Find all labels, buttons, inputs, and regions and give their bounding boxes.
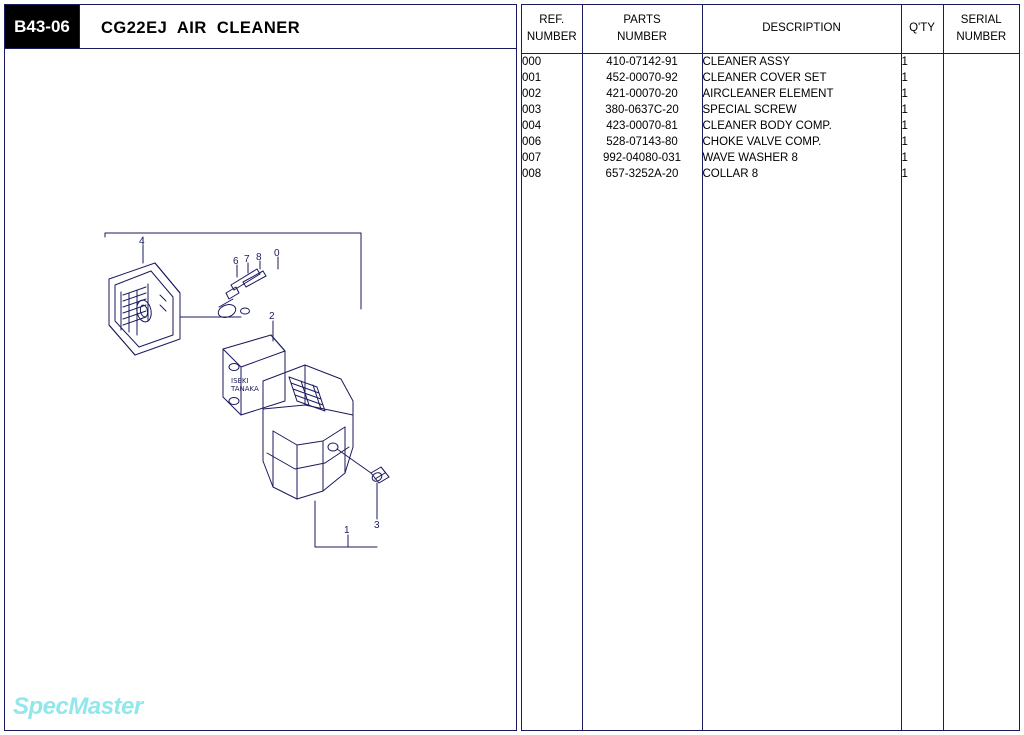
callout-6: 6 <box>233 256 239 267</box>
cell-serial-number <box>943 102 1019 118</box>
header-ref-line2: NUMBER <box>526 31 577 43</box>
cell-description: SPECIAL SCREW <box>702 102 901 118</box>
callout-4: 4 <box>139 236 145 247</box>
cell-ref-number: 001 <box>522 70 582 86</box>
header-ref <box>522 5 582 54</box>
cell-quantity: 1 <box>901 166 943 182</box>
header-serial-line2: NUMBER <box>956 31 1007 43</box>
header-part-line1: PARTS <box>623 13 661 26</box>
cell-ref-number: 008 <box>522 166 582 182</box>
table-row[interactable] <box>522 118 1019 134</box>
table-row[interactable] <box>522 54 1019 71</box>
cell-quantity: 1 <box>901 102 943 118</box>
cell-serial-number <box>943 54 1019 71</box>
cell-parts-number: 528-07143-80 <box>582 134 702 150</box>
table-row[interactable] <box>522 134 1019 150</box>
header-qty-line1: Q'TY <box>909 22 935 35</box>
cell-serial-number <box>943 118 1019 134</box>
cell-ref-number: 000 <box>522 54 582 71</box>
cell-serial-number <box>943 134 1019 150</box>
callout-2: 2 <box>269 311 275 322</box>
header-description-line1: DESCRIPTION <box>762 22 841 35</box>
callout-0: 0 <box>274 248 280 259</box>
cell-ref-number: 006 <box>522 134 582 150</box>
cell-ref-number: 007 <box>522 150 582 166</box>
exploded-diagram <box>5 49 516 730</box>
page-code-badge: B43-06 <box>5 5 79 48</box>
cell-description: CLEANER COVER SET <box>702 70 901 86</box>
watermark <box>13 693 143 721</box>
diagram-panel <box>4 4 517 731</box>
header-part <box>582 5 702 54</box>
watermark-text: SpecMaster <box>13 693 143 720</box>
parts-table <box>522 5 1019 182</box>
cell-ref-number: 002 <box>522 86 582 102</box>
cell-quantity: 1 <box>901 70 943 86</box>
table-row[interactable] <box>522 150 1019 166</box>
table-row[interactable] <box>522 166 1019 182</box>
parts-table-panel <box>521 4 1020 731</box>
cell-description: AIRCLEANER ELEMENT <box>702 86 901 102</box>
cell-serial-number <box>943 150 1019 166</box>
cell-quantity: 1 <box>901 86 943 102</box>
header-serial <box>943 5 1019 54</box>
cell-description: CLEANER BODY COMP. <box>702 118 901 134</box>
cell-parts-number: 992-04080-031 <box>582 150 702 166</box>
cell-description: COLLAR 8 <box>702 166 901 182</box>
cell-parts-number: 657-3252A-20 <box>582 166 702 182</box>
parts-table-body <box>522 54 1019 183</box>
callout-7: 7 <box>244 254 250 265</box>
header-part-line2: NUMBER <box>617 31 667 43</box>
cell-quantity: 1 <box>901 150 943 166</box>
cell-quantity: 1 <box>901 54 943 71</box>
callout-3: 3 <box>374 520 380 531</box>
cell-parts-number: 380-0637C-20 <box>582 102 702 118</box>
cell-serial-number <box>943 86 1019 102</box>
header-qty <box>901 5 943 54</box>
svg-text:ISEKI: ISEKI <box>231 377 249 385</box>
callout-8: 8 <box>256 252 262 263</box>
cell-parts-number: 452-00070-92 <box>582 70 702 86</box>
diagram-svg <box>5 49 516 730</box>
header-serial-line1: SERIAL <box>960 13 1002 26</box>
cell-parts-number: 423-00070-81 <box>582 118 702 134</box>
header-description <box>702 5 901 54</box>
cell-serial-number <box>943 70 1019 86</box>
cell-quantity: 1 <box>901 134 943 150</box>
cell-ref-number: 003 <box>522 102 582 118</box>
header-divider <box>79 5 80 48</box>
svg-text:TANAKA: TANAKA <box>231 385 259 393</box>
callout-1: 1 <box>344 525 350 536</box>
cell-parts-number: 410-07142-91 <box>582 54 702 71</box>
cell-ref-number: 004 <box>522 118 582 134</box>
table-row[interactable] <box>522 86 1019 102</box>
parts-table-header <box>522 5 1019 54</box>
diagram-header <box>5 5 516 49</box>
cell-parts-number: 421-00070-20 <box>582 86 702 102</box>
header-ref-line1: REF. <box>539 13 565 26</box>
cell-description: CHOKE VALVE COMP. <box>702 134 901 150</box>
cell-description: WAVE WASHER 8 <box>702 150 901 166</box>
page-title: CG22EJ AIR CLEANER <box>101 19 301 37</box>
header-row <box>522 5 1019 54</box>
cell-serial-number <box>943 166 1019 182</box>
table-row[interactable] <box>522 70 1019 86</box>
cell-description: CLEANER ASSY <box>702 54 901 71</box>
table-row[interactable] <box>522 102 1019 118</box>
cell-quantity: 1 <box>901 118 943 134</box>
